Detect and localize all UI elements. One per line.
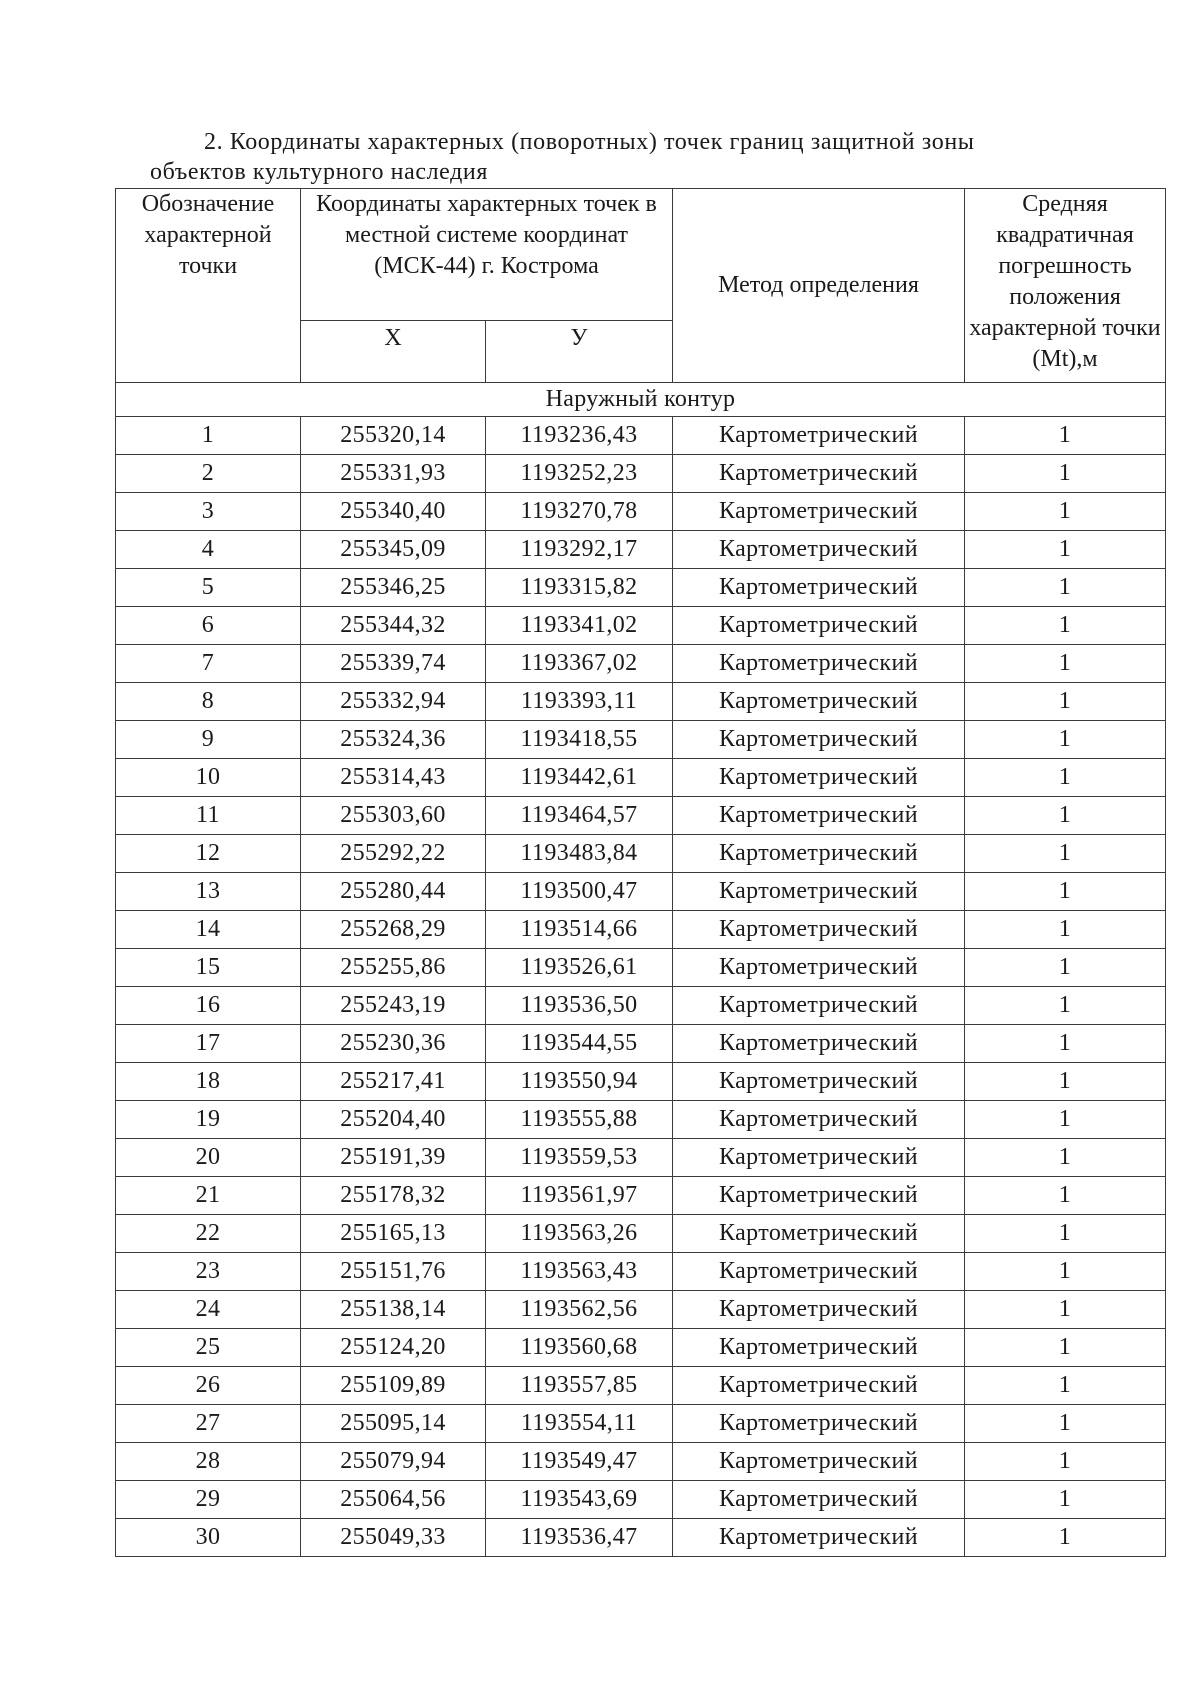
cell-x: 255320,14 (301, 417, 486, 455)
cell-method: Картометрический (673, 949, 965, 987)
cell-point-number: 28 (116, 1443, 301, 1481)
table-row (116, 569, 1166, 607)
cell-point-number: 10 (116, 759, 301, 797)
cell-x: 255109,89 (301, 1367, 486, 1405)
cell-error: 1 (965, 1253, 1166, 1291)
cell-y: 1193554,11 (486, 1405, 673, 1443)
cell-error: 1 (965, 455, 1166, 493)
cell-error: 1 (965, 759, 1166, 797)
cell-point-number: 7 (116, 645, 301, 683)
cell-point-number: 2 (116, 455, 301, 493)
cell-x: 255191,39 (301, 1139, 486, 1177)
cell-point-number: 27 (116, 1405, 301, 1443)
cell-point-number: 19 (116, 1101, 301, 1139)
cell-y: 1193563,43 (486, 1253, 673, 1291)
table-row (116, 987, 1166, 1025)
cell-error: 1 (965, 1215, 1166, 1253)
cell-y: 1193526,61 (486, 949, 673, 987)
cell-x: 255138,14 (301, 1291, 486, 1329)
cell-y: 1193549,47 (486, 1443, 673, 1481)
cell-method: Картометрический (673, 683, 965, 721)
cell-x: 255230,36 (301, 1025, 486, 1063)
cell-method: Картометрический (673, 721, 965, 759)
heading-line-1: 2. Координаты характерных (поворотных) точек границ защитной зоны (204, 129, 975, 155)
cell-method: Картометрический (673, 1519, 965, 1557)
table-row (116, 417, 1166, 455)
cell-y: 1193418,55 (486, 721, 673, 759)
cell-x: 255095,14 (301, 1405, 486, 1443)
cell-x: 255165,13 (301, 1215, 486, 1253)
cell-method: Картометрический (673, 1481, 965, 1519)
table-row (116, 873, 1166, 911)
cell-error: 1 (965, 1329, 1166, 1367)
cell-y: 1193483,84 (486, 835, 673, 873)
cell-method: Картометрический (673, 1367, 965, 1405)
cell-point-number: 23 (116, 1253, 301, 1291)
cell-method: Картометрический (673, 759, 965, 797)
cell-method: Картометрический (673, 1177, 965, 1215)
table-row (116, 949, 1166, 987)
cell-x: 255079,94 (301, 1443, 486, 1481)
cell-error: 1 (965, 835, 1166, 873)
cell-x: 255124,20 (301, 1329, 486, 1367)
heading-line-2: объектов культурного наследия (150, 159, 489, 185)
cell-x: 255344,32 (301, 607, 486, 645)
cell-point-number: 21 (116, 1177, 301, 1215)
cell-x: 255346,25 (301, 569, 486, 607)
cell-point-number: 15 (116, 949, 301, 987)
cell-error: 1 (965, 607, 1166, 645)
cell-method: Картометрический (673, 1329, 965, 1367)
cell-point-number: 22 (116, 1215, 301, 1253)
cell-y: 1193270,78 (486, 493, 673, 531)
cell-method: Картометрический (673, 417, 965, 455)
cell-error: 1 (965, 645, 1166, 683)
table-row (116, 759, 1166, 797)
table-row (116, 1139, 1166, 1177)
table-row (116, 1101, 1166, 1139)
cell-error: 1 (965, 1177, 1166, 1215)
cell-x: 255331,93 (301, 455, 486, 493)
cell-error: 1 (965, 797, 1166, 835)
cell-y: 1193500,47 (486, 873, 673, 911)
cell-y: 1193559,53 (486, 1139, 673, 1177)
cell-x: 255292,22 (301, 835, 486, 873)
cell-point-number: 29 (116, 1481, 301, 1519)
cell-error: 1 (965, 1101, 1166, 1139)
table-row (116, 797, 1166, 835)
table-row (116, 607, 1166, 645)
table-row (116, 531, 1166, 569)
cell-point-number: 20 (116, 1139, 301, 1177)
table-row (116, 645, 1166, 683)
cell-point-number: 25 (116, 1329, 301, 1367)
cell-error: 1 (965, 873, 1166, 911)
cell-point-number: 26 (116, 1367, 301, 1405)
cell-x: 255340,40 (301, 493, 486, 531)
table-row (116, 1291, 1166, 1329)
cell-y: 1193563,26 (486, 1215, 673, 1253)
cell-method: Картометрический (673, 569, 965, 607)
cell-x: 255217,41 (301, 1063, 486, 1101)
cell-y: 1193536,47 (486, 1519, 673, 1557)
cell-error: 1 (965, 1139, 1166, 1177)
cell-x: 255324,36 (301, 721, 486, 759)
cell-method: Картометрический (673, 493, 965, 531)
cell-y: 1193292,17 (486, 531, 673, 569)
cell-y: 1193562,56 (486, 1291, 673, 1329)
cell-error: 1 (965, 1367, 1166, 1405)
cell-point-number: 12 (116, 835, 301, 873)
cell-method: Картометрический (673, 607, 965, 645)
cell-method: Картометрический (673, 873, 965, 911)
cell-x: 255243,19 (301, 987, 486, 1025)
cell-y: 1193550,94 (486, 1063, 673, 1101)
table-row (116, 1025, 1166, 1063)
cell-x: 255204,40 (301, 1101, 486, 1139)
cell-method: Картометрический (673, 911, 965, 949)
cell-point-number: 5 (116, 569, 301, 607)
cell-x: 255314,43 (301, 759, 486, 797)
cell-point-number: 9 (116, 721, 301, 759)
table-row (116, 1177, 1166, 1215)
table-row (116, 911, 1166, 949)
table-row (116, 835, 1166, 873)
table-row (116, 1519, 1166, 1557)
header-x: X (301, 321, 486, 383)
section-heading (150, 127, 1155, 187)
cell-y: 1193555,88 (486, 1101, 673, 1139)
table-row (116, 1329, 1166, 1367)
cell-y: 1193557,85 (486, 1367, 673, 1405)
cell-error: 1 (965, 1063, 1166, 1101)
header-method: Метод определения (673, 189, 965, 383)
table-row (116, 1063, 1166, 1101)
cell-error: 1 (965, 1443, 1166, 1481)
coordinates-table (115, 188, 1166, 1557)
table-row (116, 455, 1166, 493)
cell-point-number: 14 (116, 911, 301, 949)
cell-method: Картометрический (673, 645, 965, 683)
table-row (116, 1367, 1166, 1405)
cell-y: 1193561,97 (486, 1177, 673, 1215)
cell-y: 1193560,68 (486, 1329, 673, 1367)
cell-y: 1193236,43 (486, 417, 673, 455)
cell-point-number: 6 (116, 607, 301, 645)
table-row (116, 721, 1166, 759)
cell-error: 1 (965, 1519, 1166, 1557)
cell-method: Картометрический (673, 1063, 965, 1101)
header-point-designation: Обозначение характерной точки (116, 189, 301, 383)
cell-method: Картометрический (673, 1291, 965, 1329)
cell-method: Картометрический (673, 531, 965, 569)
table-row (116, 1405, 1166, 1443)
cell-y: 1193393,11 (486, 683, 673, 721)
cell-point-number: 4 (116, 531, 301, 569)
cell-point-number: 18 (116, 1063, 301, 1101)
cell-x: 255255,86 (301, 949, 486, 987)
cell-point-number: 17 (116, 1025, 301, 1063)
cell-point-number: 30 (116, 1519, 301, 1557)
cell-error: 1 (965, 911, 1166, 949)
table-row (116, 683, 1166, 721)
cell-x: 255303,60 (301, 797, 486, 835)
cell-point-number: 8 (116, 683, 301, 721)
cell-method: Картометрический (673, 835, 965, 873)
cell-x: 255339,74 (301, 645, 486, 683)
section-row-outer-contour: Наружный контур (116, 383, 1166, 417)
table-row (116, 1253, 1166, 1291)
cell-method: Картометрический (673, 1443, 965, 1481)
table-row (116, 1215, 1166, 1253)
cell-method: Картометрический (673, 1139, 965, 1177)
cell-y: 1193315,82 (486, 569, 673, 607)
cell-x: 255280,44 (301, 873, 486, 911)
cell-error: 1 (965, 1405, 1166, 1443)
cell-x: 255151,76 (301, 1253, 486, 1291)
cell-y: 1193536,50 (486, 987, 673, 1025)
cell-point-number: 24 (116, 1291, 301, 1329)
cell-x: 255178,32 (301, 1177, 486, 1215)
cell-point-number: 11 (116, 797, 301, 835)
cell-x: 255064,56 (301, 1481, 486, 1519)
cell-point-number: 16 (116, 987, 301, 1025)
cell-error: 1 (965, 1025, 1166, 1063)
cell-y: 1193252,23 (486, 455, 673, 493)
cell-error: 1 (965, 1291, 1166, 1329)
cell-method: Картометрический (673, 455, 965, 493)
cell-x: 255049,33 (301, 1519, 486, 1557)
cell-x: 255268,29 (301, 911, 486, 949)
table-row (116, 493, 1166, 531)
cell-y: 1193341,02 (486, 607, 673, 645)
cell-error: 1 (965, 721, 1166, 759)
table-row (116, 1481, 1166, 1519)
cell-y: 1193464,57 (486, 797, 673, 835)
cell-error: 1 (965, 531, 1166, 569)
cell-point-number: 3 (116, 493, 301, 531)
cell-x: 255332,94 (301, 683, 486, 721)
cell-x: 255345,09 (301, 531, 486, 569)
cell-method: Картометрический (673, 1101, 965, 1139)
cell-y: 1193367,02 (486, 645, 673, 683)
cell-error: 1 (965, 417, 1166, 455)
cell-error: 1 (965, 683, 1166, 721)
cell-method: Картометрический (673, 987, 965, 1025)
cell-method: Картометрический (673, 1215, 965, 1253)
cell-y: 1193514,66 (486, 911, 673, 949)
cell-point-number: 1 (116, 417, 301, 455)
cell-error: 1 (965, 493, 1166, 531)
cell-error: 1 (965, 569, 1166, 607)
cell-y: 1193544,55 (486, 1025, 673, 1063)
header-error: Средняя квадратичная погрешность положения характерной точки (Mt),м (965, 189, 1166, 383)
header-y: У (486, 321, 673, 383)
cell-error: 1 (965, 949, 1166, 987)
cell-method: Картометрический (673, 1025, 965, 1063)
cell-point-number: 13 (116, 873, 301, 911)
cell-method: Картометрический (673, 1405, 965, 1443)
cell-y: 1193442,61 (486, 759, 673, 797)
cell-method: Картометрический (673, 797, 965, 835)
cell-error: 1 (965, 1481, 1166, 1519)
cell-y: 1193543,69 (486, 1481, 673, 1519)
cell-error: 1 (965, 987, 1166, 1025)
cell-method: Картометрический (673, 1253, 965, 1291)
table-row (116, 1443, 1166, 1481)
header-coordinates-group: Координаты характерных точек в местной системе координат (МСК-44) г. Кострома (301, 189, 673, 321)
